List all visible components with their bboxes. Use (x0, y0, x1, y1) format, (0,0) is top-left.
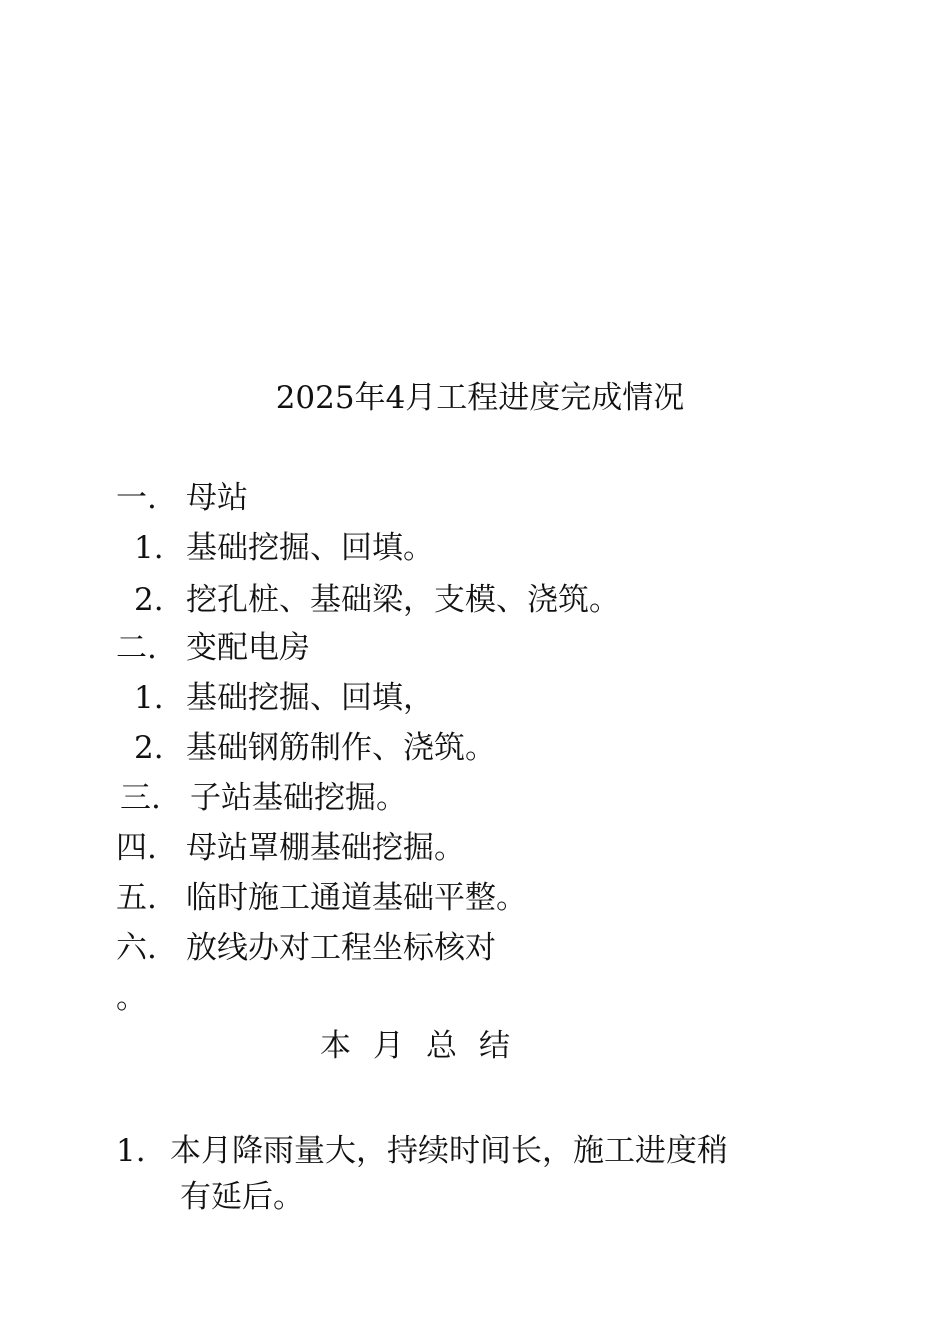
item-number: 1. (134, 530, 164, 566)
item-number: 2. (134, 582, 164, 618)
section-number: 四. (116, 830, 157, 866)
item-text: 基础挖掘、回填， (186, 680, 434, 716)
section-text: 母站罩棚基础挖掘。 (186, 830, 465, 866)
summary-item-number: 1. (116, 1133, 146, 1169)
summary-item-text-line1: 本月降雨量大，持续时间长，施工进度稍 (170, 1133, 728, 1169)
item-text: 挖孔桩、基础梁，支模、浇筑。 (186, 582, 620, 618)
section-text: 子站基础挖掘。 (190, 780, 407, 816)
item-text: 基础钢筋制作、浇筑。 (186, 730, 496, 766)
section-text: 母站 (186, 480, 248, 516)
section-number: 三. (120, 780, 161, 816)
item-number: 1. (134, 680, 164, 716)
section-text: 变配电房 (186, 630, 310, 666)
item-text: 基础挖掘、回填。 (186, 530, 434, 566)
section-number: 二. (116, 630, 157, 666)
summary-heading: 本月总结 (320, 1028, 532, 1064)
section-text: 放线办对工程坐标核对 (186, 930, 496, 966)
trailing-period: 。 (116, 980, 147, 1016)
section-number: 六. (116, 930, 157, 966)
section-text: 临时施工通道基础平整。 (186, 880, 527, 916)
item-number: 2. (134, 730, 164, 766)
section-number: 一. (116, 480, 157, 516)
document-title: 2025年4月工程进度完成情况 (275, 380, 685, 416)
section-number: 五. (116, 880, 157, 916)
summary-item-text-line2: 有延后。 (180, 1179, 304, 1215)
